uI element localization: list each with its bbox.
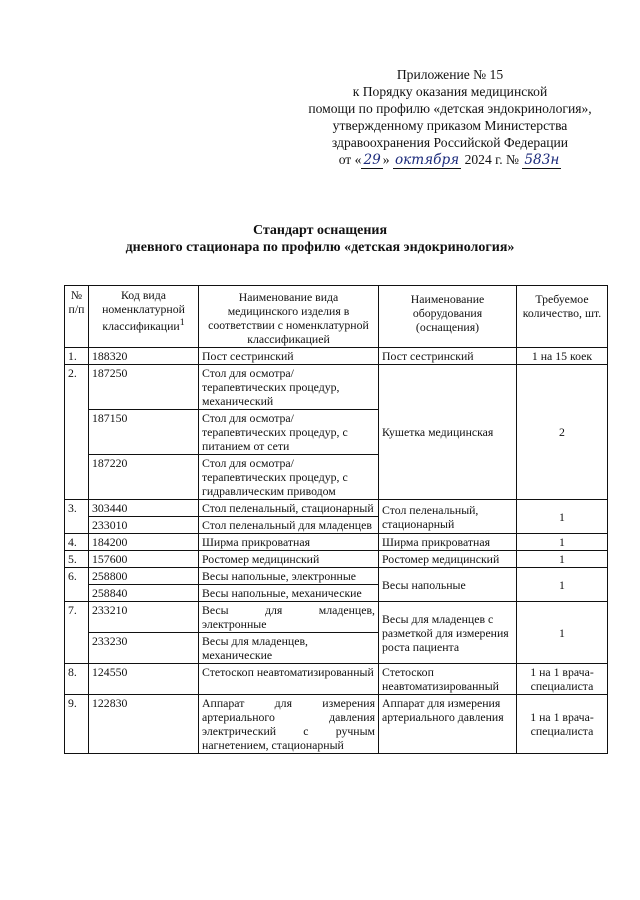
nomenclature-code: 188320 — [89, 348, 199, 365]
nomenclature-code: 258800 — [89, 568, 199, 585]
table-row — [65, 348, 608, 365]
device-name: Ростомер медицинский — [199, 551, 379, 568]
nomenclature-code: 184200 — [89, 534, 199, 551]
required-quantity: 1 на 15 коек — [517, 348, 608, 365]
date-year: 2024 г. № — [464, 152, 519, 167]
device-name: Весы напольные, механические — [199, 585, 379, 602]
header-line: к Порядку оказания медицинской — [352, 84, 548, 99]
row-number: 9. — [65, 695, 89, 754]
nomenclature-code: 122830 — [89, 695, 199, 754]
row-number: 3. — [65, 500, 89, 534]
device-name: Стетоскоп неавтоматизированный — [199, 664, 379, 695]
nomenclature-code: 233010 — [89, 517, 199, 534]
document-title — [0, 222, 640, 256]
required-quantity: 1 на 1 врача-специалиста — [517, 664, 608, 695]
date-prefix: от « — [338, 152, 362, 167]
appendix-number: Приложение № 15 — [396, 67, 504, 82]
required-quantity: 1 — [517, 534, 608, 551]
table-row — [65, 534, 608, 551]
device-name: Стол пеленальный для младенцев — [199, 517, 379, 534]
required-quantity: 1 — [517, 551, 608, 568]
header-line: утвержденному приказом Министерства — [332, 118, 568, 133]
device-name: Весы для младенцев, механические — [199, 633, 379, 664]
handwritten-order-number: 583н — [524, 152, 560, 168]
required-quantity: 1 на 1 врача-специалиста — [517, 695, 608, 754]
header-name: Наименование вида медицинского изделия в соответствии с номенклатурной классификацией — [199, 286, 379, 348]
table-row — [65, 365, 608, 410]
equipment-name: Стол пеленальный, стационарный — [379, 500, 517, 534]
nomenclature-code: 187150 — [89, 410, 199, 455]
device-name: Стол для осмотра/терапевтических процедур, механический — [199, 365, 379, 410]
row-number: 4. — [65, 534, 89, 551]
nomenclature-code: 157600 — [89, 551, 199, 568]
required-quantity: 1 — [517, 500, 608, 534]
device-name: Весы для младенцев, электронные — [199, 602, 379, 633]
nomenclature-code: 258840 — [89, 585, 199, 602]
nomenclature-code: 187250 — [89, 365, 199, 410]
nomenclature-code: 124550 — [89, 664, 199, 695]
table-row — [65, 568, 608, 585]
row-number: 5. — [65, 551, 89, 568]
nomenclature-code: 233210 — [89, 602, 199, 633]
equipment-name: Ростомер медицинский — [379, 551, 517, 568]
row-number: 8. — [65, 664, 89, 695]
equipment-name: Весы для младенцев с разметкой для измерения роста пациента — [379, 602, 517, 664]
date-mid: » — [382, 152, 390, 167]
header-line: помощи по профилю «детская эндокринология», — [308, 101, 592, 116]
document-header — [280, 66, 620, 169]
row-number: 6. — [65, 568, 89, 602]
equipment-name: Стетоскоп неавтоматизированный — [379, 664, 517, 695]
equipment-name: Аппарат для измерения артериального давления — [379, 695, 517, 754]
order-date-line — [280, 151, 620, 169]
header-equipment: Наименование оборудования (оснащения) — [379, 286, 517, 348]
nomenclature-code: 187220 — [89, 455, 199, 500]
device-name: Ширма прикроватная — [199, 534, 379, 551]
equipment-table — [64, 285, 608, 754]
handwritten-month: октября — [394, 152, 460, 168]
table-row — [65, 602, 608, 633]
required-quantity: 1 — [517, 602, 608, 664]
equipment-name: Весы напольные — [379, 568, 517, 602]
title-line: Стандарт оснащения — [252, 223, 388, 238]
device-name: Стол для осмотра/терапевтических процедур, с питанием от сети — [199, 410, 379, 455]
header-code: Код вида номенклатурной классификации$^1$ — [89, 286, 199, 348]
handwritten-day: 29 — [363, 152, 381, 168]
device-name: Пост сестринский — [199, 348, 379, 365]
footnote-mark: 1 — [179, 317, 185, 328]
table-row — [65, 664, 608, 695]
device-name: Весы напольные, электронные — [199, 568, 379, 585]
row-number: 7. — [65, 602, 89, 664]
device-name: Стол для осмотра/терапевтических процедур, с гидравлическим приводом — [199, 455, 379, 500]
header-line: здравоохранения Российской Федерации — [331, 135, 569, 150]
required-quantity: 2 — [517, 365, 608, 500]
table-header-row — [65, 286, 608, 348]
title-line: дневного стационара по профилю «детская эндокринология» — [125, 240, 515, 255]
device-name: Аппарат для измерения артериального давления электрический с ручным нагнетением, стационарный — [199, 695, 379, 754]
equipment-name: Пост сестринский — [379, 348, 517, 365]
equipment-name: Ширма прикроватная — [379, 534, 517, 551]
header-qty: Требуемое количество, шт. — [517, 286, 608, 348]
nomenclature-code: 303440 — [89, 500, 199, 517]
equipment-name: Кушетка медицинская — [379, 365, 517, 500]
device-name: Стол пеленальный, стационарный — [199, 500, 379, 517]
row-number: 2. — [65, 365, 89, 500]
table-row — [65, 500, 608, 517]
required-quantity: 1 — [517, 568, 608, 602]
table-row — [65, 551, 608, 568]
table-row — [65, 695, 608, 754]
table-body — [65, 348, 608, 754]
header-num: № п/п — [65, 286, 89, 348]
row-number: 1. — [65, 348, 89, 365]
nomenclature-code: 233230 — [89, 633, 199, 664]
